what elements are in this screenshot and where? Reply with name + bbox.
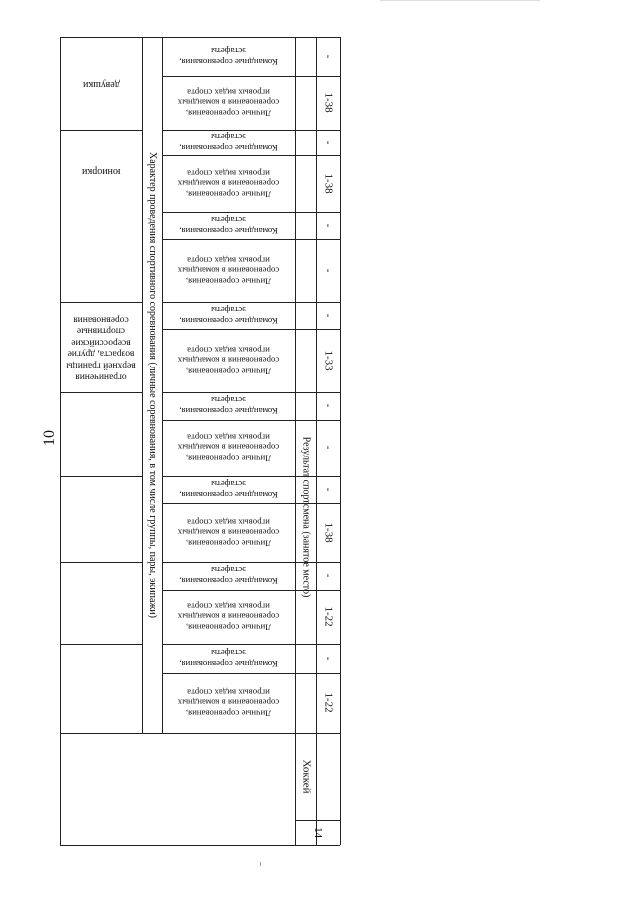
result-cell [316, 503, 340, 562]
type-label-indiv-text: Личные соревнования, соревнования в командных игровых видах спорта [177, 517, 280, 549]
type-label-indiv-text: Личные соревнования, соревнования в командных игровых видах спорта [177, 687, 280, 719]
result-cell [316, 130, 340, 155]
result-cell-text: - [322, 446, 335, 450]
ranking-table [60, 37, 340, 845]
type-label-indiv-text: Личные соревнования, соревнования в командных игровых видах спорта [177, 345, 280, 377]
result-cell-text: - [322, 656, 335, 661]
table-rule [340, 37, 341, 845]
table-rule [60, 392, 142, 393]
type-label-team-text: Командные соревнования, эстафеты [179, 479, 278, 501]
sport-name [295, 733, 316, 820]
result-cell-text: 1-38 [322, 522, 335, 543]
type-label-team [162, 212, 295, 239]
type-label-team-text: Командные соревнования, эстафеты [179, 305, 278, 327]
result-cell [316, 329, 340, 392]
result-cell [316, 590, 340, 644]
row-number [295, 820, 340, 845]
type-label-team-text: Командные соревнования, эстафеты [179, 215, 278, 237]
type-label-team-text: Командные соревнования, эстафеты [179, 46, 278, 68]
result-cell-text: - [322, 574, 335, 578]
type-label-indiv-text: Личные соревнования, соревнования в командных игровых видах спорта [177, 255, 280, 287]
header-girls-text: девушки [82, 78, 120, 90]
result-cell-text: - [322, 268, 335, 273]
header-youth-text: юниорки [81, 166, 121, 177]
type-label-team [162, 476, 295, 503]
type-label-team [162, 562, 295, 590]
result-cell-text: - [322, 313, 335, 318]
result-cell [316, 476, 340, 503]
result-cell-text: 1-22 [322, 606, 335, 628]
type-label-team [162, 644, 295, 673]
header-upper-age-limit-text: ограничения верхней границы возраста, другие всероссийские спортивные соревнования [66, 314, 136, 382]
type-label-team [162, 37, 295, 76]
result-cell [316, 155, 340, 212]
result-cell [316, 644, 340, 673]
type-label-team [162, 392, 295, 420]
header-girls [60, 37, 142, 130]
result-cell [316, 420, 340, 476]
competition-character-header-text: Характер проведения спортивного соревнования (личные соревнования, в том числе группы, пары, экипажи) [147, 152, 158, 618]
result-cell-text: - [322, 487, 335, 492]
result-cell-text: 1-38 [322, 92, 335, 114]
type-label-team-text: Командные соревнования, эстафеты [179, 566, 278, 587]
table-rule [60, 845, 340, 846]
result-cell [316, 392, 340, 420]
result-cell-text: - [322, 140, 335, 145]
table-rule [60, 644, 142, 645]
result-cell [316, 302, 340, 329]
result-header [295, 300, 316, 733]
result-cell [316, 673, 340, 733]
page-number: 10 [41, 430, 58, 446]
result-cell-text: 1-38 [322, 173, 335, 194]
type-label-team [162, 130, 295, 155]
scan-mark [260, 862, 261, 866]
type-label-indiv-text: Личные соревнования, соревнования в командных игровых видах спорта [177, 601, 280, 633]
result-header-text: Результат спортсмена (занятое место) [300, 436, 312, 597]
row-number-text: 14 [312, 827, 325, 838]
table-rule [60, 562, 142, 563]
table-rule [60, 476, 142, 477]
result-cell [316, 239, 340, 302]
type-label-team-text: Командные соревнования, эстафеты [179, 648, 278, 670]
type-label-indiv [162, 155, 295, 212]
type-label-indiv [162, 76, 295, 130]
result-cell-text: - [322, 54, 335, 59]
type-label-indiv-text: Личные соревнования, соревнования в командных игровых видах спорта [177, 87, 280, 119]
type-label-indiv [162, 590, 295, 644]
type-label-indiv [162, 673, 295, 733]
competition-character-header [142, 37, 162, 733]
result-cell [316, 212, 340, 239]
type-label-team-text: Командные соревнования, эстафеты [179, 132, 278, 154]
type-label-team [162, 302, 295, 329]
header-youth [60, 130, 142, 212]
type-label-indiv [162, 239, 295, 302]
type-label-indiv [162, 329, 295, 392]
header-upper-age-limit [60, 302, 142, 392]
scan-mark [380, 0, 540, 1]
type-label-indiv-text: Личные соревнования, соревнования в командных игровых видах спорта [177, 432, 280, 464]
type-label-indiv [162, 420, 295, 476]
result-cell [316, 562, 340, 590]
result-cell-text: - [322, 404, 335, 408]
result-cell [316, 37, 340, 76]
type-label-team-text: Командные соревнования, эстафеты [179, 396, 278, 417]
result-cell [316, 76, 340, 130]
type-label-indiv-text: Личные соревнования, соревнования в командных игровых видах спорта [177, 168, 280, 200]
sport-name-text: Хоккей [300, 759, 313, 794]
type-label-indiv [162, 503, 295, 562]
result-cell-text: 1-22 [322, 692, 335, 714]
result-cell-text: 1-33 [322, 350, 335, 371]
result-cell-text: - [322, 223, 335, 228]
